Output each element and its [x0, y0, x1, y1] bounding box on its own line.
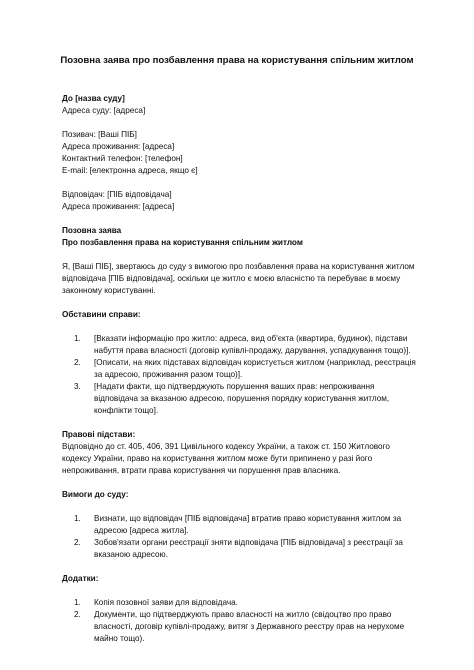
list-item-text: [Вказати інформацію про житло: адреса, вид об'єкта (квартира, будинок), підстави набуття права власності (договір купівлі-продажу, дарування, успадкування тощо)]. [94, 334, 411, 355]
list-item-text: [Описати, на яких підставах відповідач користується житлом (наприклад, реєстрація за адресою, проживання разом тощо)]. [94, 358, 416, 379]
circumstances-list [62, 333, 418, 417]
plaintiff-address: Адреса проживання: [адреса] [62, 142, 175, 151]
list-item: 1. [Вказати інформацію про житло: адреса, вид об'єкта (квартира, будинок), підстави набуття права власності (договір купівлі-продажу, дарування, успадкування тощо)]. [74, 334, 411, 355]
list-item: 2. [Описати, на яких підставах відповідач користується житлом (наприклад, реєстрація за адресою, проживання разом тощо)]. [74, 358, 416, 379]
list-item: 2. Зобов'язати органи реєстрації зняти відповідача [ПІБ відповідача] з реєстрації за вказаною адресою. [74, 538, 403, 559]
document-title: Позовна заява про позбавлення права на користування спільним житлом [60, 55, 414, 66]
list-item-text: Визнати, що відповідач [ПІБ відповідача] втратив право користування житлом за адресою [адреса житла]. [94, 514, 402, 535]
circumstances-heading: Обставини справи: [62, 310, 141, 319]
document-body [62, 93, 418, 645]
defendant-name: Відповідач: [ПІБ відповідача] [62, 190, 172, 199]
list-item-text: Зобов'язати органи реєстрації зняти відповідача [ПІБ відповідача] з реєстрації за вказаною адресою. [94, 538, 403, 559]
legal-text: Відповідно до ст. 405, 406, 391 Цивільного кодексу України, а також ст. 150 Житлового кодексу України, право на користування житлом може бути припинено у разі його непроживання, втрати права користування чи порушення прав власника. [62, 442, 390, 475]
attachments-list [62, 597, 418, 645]
legal-heading: Правові підстави: [62, 430, 136, 439]
claim-heading: Позовна заява [62, 226, 122, 235]
list-item: 1. Визнати, що відповідач [ПІБ відповідача] втратив право користування житлом за адресою [адреса житла]. [74, 514, 402, 535]
plaintiff-email: E-mail: [електронна адреса, якщо є] [62, 166, 198, 175]
defendant-address: Адреса проживання: [адреса] [62, 202, 175, 211]
list-item: 1. Копія позовної заяви для відповідача. [74, 598, 238, 607]
list-item-text: Копія позовної заяви для відповідача. [94, 598, 238, 607]
plaintiff-name: Позивач: [Ваші ПІБ] [62, 130, 137, 139]
list-item: 2. Документи, що підтверджують право власності на житло (свідоцтво про право власності, договір купівлі-продажу, витяг з Державного реєстру прав на нерухоме майно тощо). [74, 610, 405, 643]
list-item-text: Документи, що підтверджують право власності на житло (свідоцтво про право власності, договір купівлі-продажу, витяг з Державного реєстру прав на нерухоме майно тощо). [94, 610, 405, 643]
claim-intro: Я, [Ваші ПІБ], звертаюсь до суду з вимогою про позбавлення права на користування житлом відповідача [ПІБ відповідача], оскільки це житло є моєю власністю та перебуває в моєму законному користуванні. [62, 262, 415, 295]
claim-subheading: Про позбавлення права на користування спільним житлом [62, 238, 303, 247]
court-address: Адреса суду: [адреса] [62, 106, 146, 115]
demands-list [62, 513, 418, 561]
list-item-text: [Надати факти, що підтверджують порушення ваших прав: непроживання відповідача за вказаною адресою, порушення порядку користування житлом, конфлікти тощо]. [94, 382, 390, 415]
list-item: 3. [Надати факти, що підтверджують порушення ваших прав: непроживання відповідача за вказаною адресою, порушення порядку користування житлом, конфлікти тощо]. [74, 382, 390, 415]
plaintiff-phone: Контактний телефон: [телефон] [62, 154, 183, 163]
court-name: До [назва суду] [62, 94, 125, 103]
demands-heading: Вимоги до суду: [62, 490, 129, 499]
attachments-heading: Додатки: [62, 574, 99, 583]
